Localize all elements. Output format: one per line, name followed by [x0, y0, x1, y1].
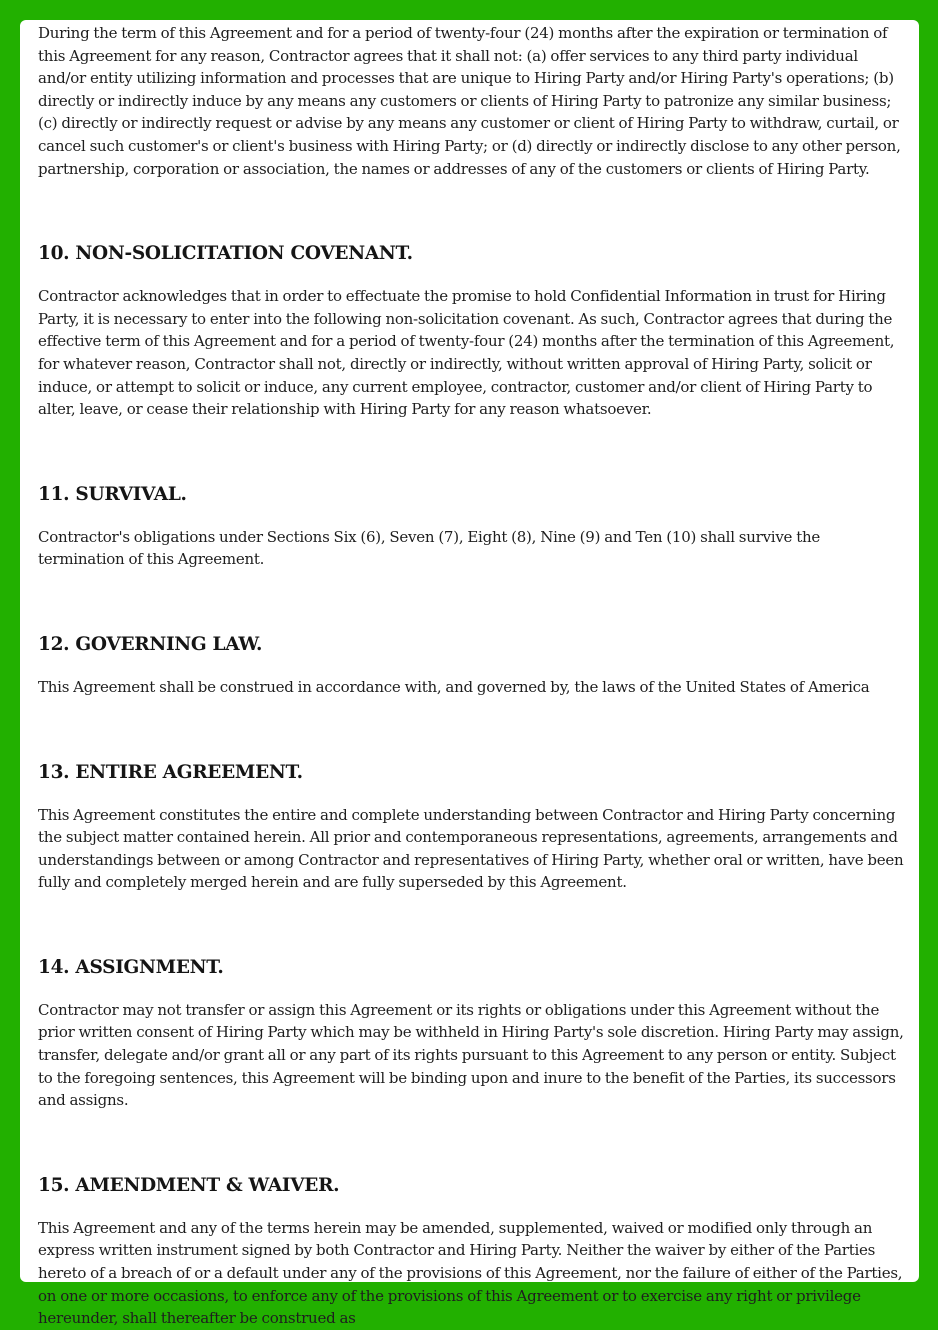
section-heading-14: 14. ASSIGNMENT. [38, 956, 224, 978]
section-heading-15: 15. AMENDMENT & WAIVER. [38, 1174, 340, 1196]
section-body-15: This Agreement and any of the terms herein may be amended, supplemented, waived or modified only through an express written instrument signed by both Contractor and Hiring Party. Neither the waiver by either of the Parties hereto of a breach of or a default under any of the provisions of this Agreement, nor the failure of either of the Parties, on one or more occasions, to enforce any of the provisions of this Agreement or to exercise any right or privilege hereunder, shall thereafter be construed as [38, 1218, 903, 1328]
section-heading-11: 11. SURVIVAL. [38, 483, 187, 505]
document-page [20, 20, 919, 1328]
intro-paragraph: During the term of this Agreement and for a period of twenty-four (24) months after the expiration or termination of this Agreement for any reason, Contractor agrees that it shall not: (a) offer services to any third party individual and/or entity utilizing information and processes that are unique to Hiring Party and/or Hiring Party's operations; (b) directly or indirectly induce by any means any customers or clients of Hiring Party to patronize any similar business; (c) directly or indirectly request or advise by any means any customer or client of Hiring Party to withdraw, curtail, or cancel such customer's or client's business with Hiring Party; or (d) directly or indirectly disclose to any other person, partnership, corporation or association, the names or addresses of any of the customers or clients of Hiring Party. [38, 24, 901, 178]
section-body-11: Contractor's obligations under Sections Six (6), Seven (7), Eight (8), Nine (9) and Ten (10) shall survive the termination of this Agreement. [38, 527, 821, 569]
section-body-12: This Agreement shall be construed in accordance with, and governed by, the laws of the United States of America [38, 677, 870, 696]
document-content [38, 20, 908, 1330]
section-heading-12: 12. GOVERNING LAW. [38, 633, 263, 655]
section-body-10: Contractor acknowledges that in order to effectuate the promise to hold Confidential Information in trust for Hiring Party, it is necessary to enter into the following non-solicitation covenant. As such, Contractor agrees that during the effective term of this Agreement and for a period of twenty-four (24) months after the termination of this Agreement, for whatever reason, Contractor shall not, directly or indirectly, without written approval of Hiring Party, solicit or induce, or attempt to solicit or induce, any current employee, contractor, customer and/or client of Hiring Party to alter, leave, or cease their relationship with Hiring Party for any reason whatsoever. [38, 287, 895, 419]
section-heading-10: 10. NON-SOLICITATION COVENANT. [38, 243, 413, 265]
section-body-13: This Agreement constitutes the entire and complete understanding between Contractor and Hiring Party concerning the subject matter contained herein. All prior and contemporaneous representations, agreements, arrangements and understandings between or among Contractor and representatives of Hiring Party, whether oral or written, have been fully and completely merged herein and are fully superseded by this Agreement. [38, 805, 904, 892]
section-heading-13: 13. ENTIRE AGREEMENT. [38, 761, 303, 783]
section-body-14: Contractor may not transfer or assign this Agreement or its rights or obligations under this Agreement without the prior written consent of Hiring Party which may be withheld in Hiring Party's sole discretion. Hiring Party may assign, transfer, delegate and/or grant all or any part of its rights pursuant to this Agreement to any person or entity. Subject to the foregoing sentences, this Agreement will be binding upon and inure to the benefit of the Parties, its successors and assigns. [38, 1000, 904, 1110]
